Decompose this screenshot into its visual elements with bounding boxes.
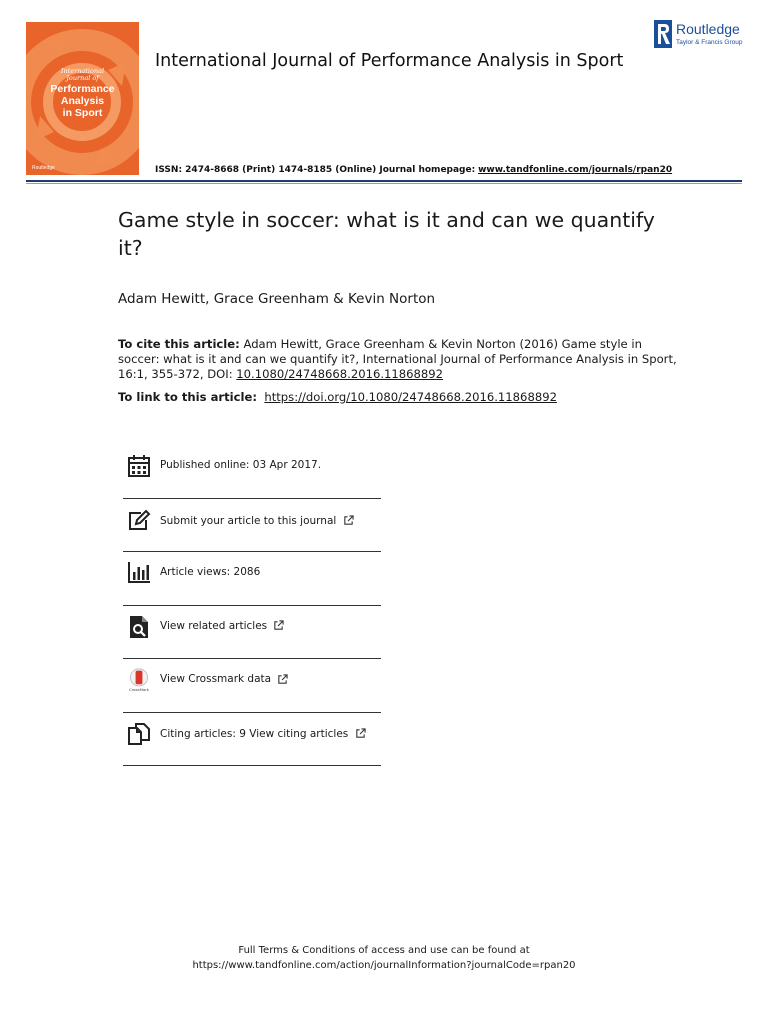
- edit-icon: [127, 509, 151, 533]
- published-row: [123, 445, 381, 499]
- link-label: To link to this article:: [118, 390, 257, 404]
- journal-homepage-link[interactable]: www.tandfonline.com/journals/rpan20: [478, 165, 673, 175]
- views-row: [123, 552, 381, 606]
- article-doi-link[interactable]: https://doi.org/10.1080/24748668.2016.11868892: [264, 390, 557, 404]
- related-row[interactable]: [123, 606, 381, 660]
- cover-publisher-mark: Routledge: [32, 165, 55, 171]
- crossmark-link[interactable]: View Crossmark data: [160, 673, 272, 685]
- footer-terms-link[interactable]: https://www.tandfonline.com/action/journalInformation?journalCode=rpan20: [192, 960, 576, 971]
- journal-cover-image: [26, 22, 139, 175]
- publisher-subtitle: Taylor & Francis Group: [676, 39, 743, 46]
- article-info-list: [123, 445, 381, 766]
- cover-line-2: Journal of: [66, 74, 99, 83]
- issn-line: [155, 165, 672, 175]
- article-authors: Adam Hewitt, Grace Greenham & Kevin Norton: [118, 291, 436, 307]
- crossmark-row[interactable]: [123, 659, 381, 713]
- cover-line-1: International: [60, 67, 105, 75]
- submit-row[interactable]: [123, 499, 381, 553]
- citing-articles-icon: [127, 722, 151, 746]
- footer-line-1: Full Terms & Conditions of access and use can be found at: [238, 945, 530, 956]
- external-link-icon: [355, 728, 366, 739]
- cover-line-5: in Sport: [62, 107, 103, 120]
- cite-label: To cite this article:: [118, 337, 240, 351]
- routledge-logo: [654, 20, 754, 50]
- citing-row[interactable]: [123, 713, 381, 767]
- submit-article-link[interactable]: Submit your article to this journal: [160, 514, 337, 527]
- journal-title: International Journal of Performance Analysis in Sport: [155, 51, 624, 71]
- citing-articles-link[interactable]: Citing articles: 9 View citing articles: [160, 727, 349, 740]
- article-views: Article views: 2086: [160, 566, 261, 578]
- crossmark-icon-label: CrossMark: [128, 687, 150, 692]
- bar-chart-icon: [127, 560, 151, 584]
- article-title: Game style in soccer: what is it and can we quantify it?: [118, 208, 655, 260]
- header-divider: [26, 180, 742, 182]
- external-link-icon: [277, 674, 288, 685]
- crossmark-icon: [127, 668, 151, 692]
- terms-footer: [0, 943, 768, 973]
- article-link-line: [118, 390, 557, 404]
- external-link-icon: [343, 515, 354, 526]
- published-date: Published online: 03 Apr 2017.: [160, 459, 322, 471]
- cite-text: Adam Hewitt, Grace Greenham & Kevin Norton (2016) Game style in soccer: what is it and can we quantify it?, International Journal of Performance Analysis in Sport, 16:1, 355-372, DOI:: [118, 337, 677, 381]
- routledge-r-icon: [654, 20, 672, 48]
- cite-doi-link[interactable]: 10.1080/24748668.2016.11868892: [236, 367, 444, 381]
- related-articles-link[interactable]: View related articles: [160, 619, 268, 632]
- cover-line-4: Analysis: [60, 95, 105, 107]
- citation-block: [118, 337, 678, 382]
- issn-label: ISSN: 2474-8668 (Print) 1474-8185 (Online) Journal homepage:: [155, 165, 476, 175]
- related-articles-icon: [127, 615, 151, 639]
- publisher-name: Routledge: [676, 21, 740, 37]
- header-divider-thin: [26, 183, 742, 184]
- calendar-icon: [127, 454, 151, 478]
- cover-line-3: Performance: [50, 82, 115, 95]
- external-link-icon: [273, 620, 284, 631]
